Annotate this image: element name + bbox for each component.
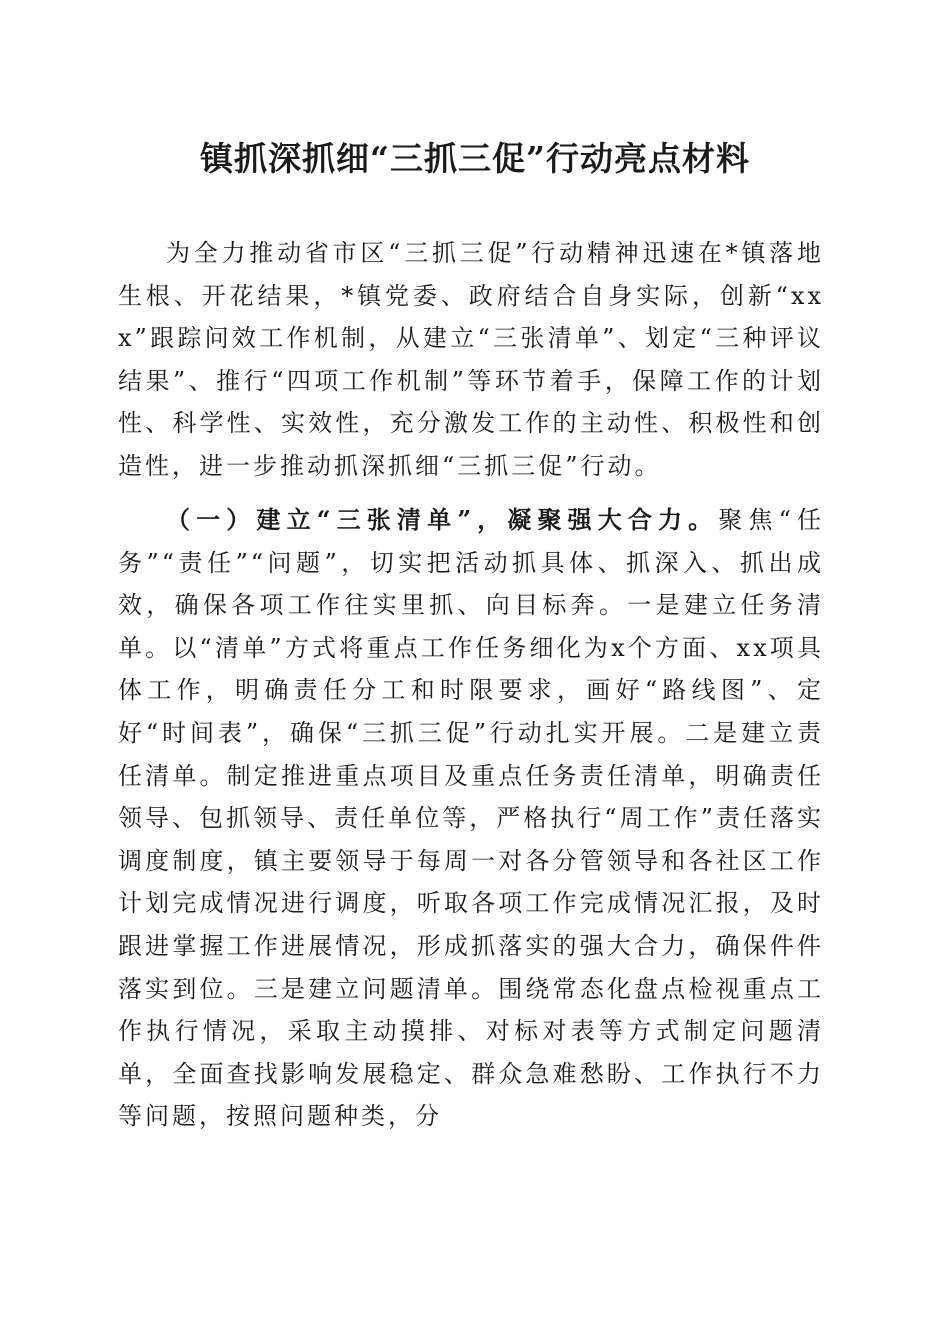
section-one-body: 聚焦“任务”“责任”“问题”，切实把活动抓具体、抓深入、抓出成效，确保各项工作往实里抓、向目标奔。一是建立任务清单。以“清单”方式将重点工作任务细化为x个方面、xx项具体工作，明确责任分工和时限要求，画好“路线图”、定好“时间表”，确保“三抓三促”行动扎实开展。二是建立责任清单。制定推进重点项目及重点任务责任清单，明确责任领导、包抓领导、责任单位等，严格执行“周工作”责任落实调度制度，镇主要领导于每周一对各分管领导和各社区工作计划完成情况进行调度，听取各项工作完成情况汇报，及时跟进掌握工作进展情况，形成抓落实的强大合力，确保件件落实到位。三是建立问题清单。围绕常态化盘点检视重点工作执行情况，采取主动摸排、对标对表等方式制定问题清单，全面查找影响发展稳定、群众急难愁盼、工作执行不力等问题，按照问题种类，分 [118,506,824,1131]
document-title: 镇抓深抓细“三抓三促”行动亮点材料 [200,139,750,178]
intro-paragraph: 为全力推动省市区“三抓三促”行动精神迅速在*镇落地生根、开花结果，*镇党委、政府结合自身实际，创新“xxx”跟踪问效工作机制，从建立“三张清单”、划定“三种评议结果”、推行“四项工作机制”等环节着手，保障工作的计划性、科学性、实效性，充分激发工作的主动性、积极性和创造性，进一步推动抓深抓细“三抓三促”行动。 [118,239,824,480]
section-one-heading: （一）建立“三张清单”，凝聚强大合力。 [166,505,719,534]
section-one-paragraph [118,499,824,1138]
